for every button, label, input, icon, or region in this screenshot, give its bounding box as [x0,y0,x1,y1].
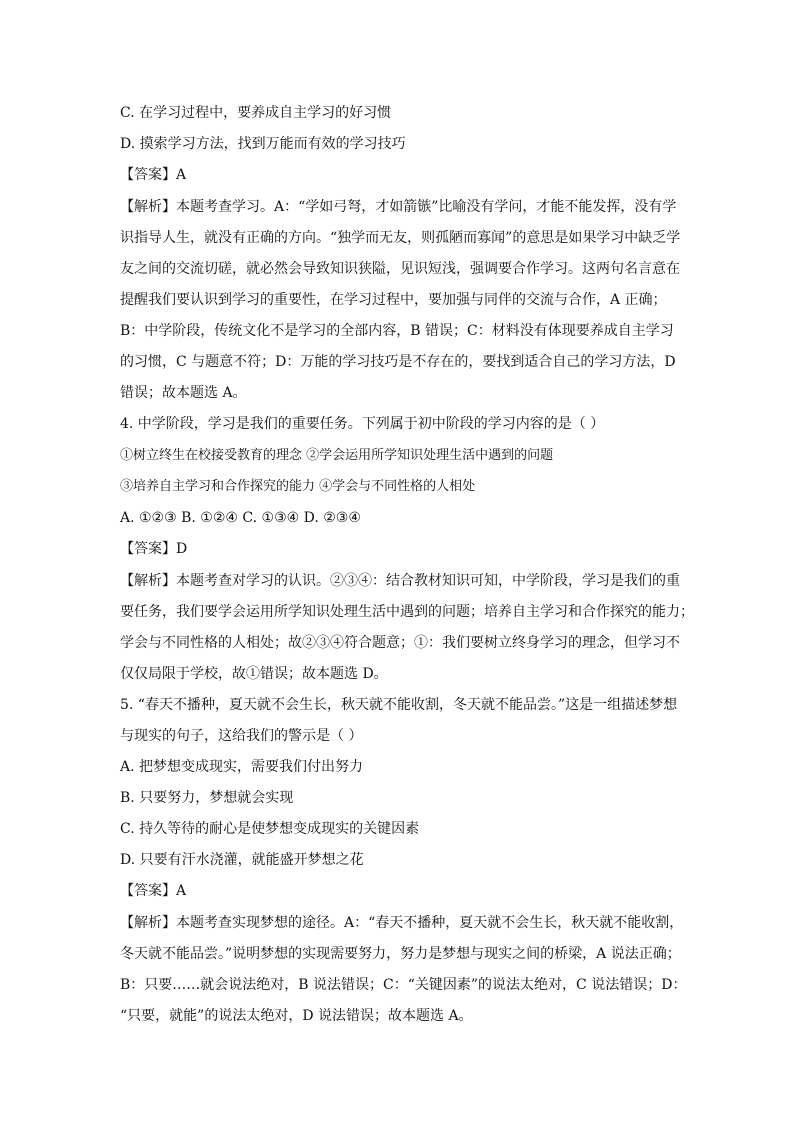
q3-analysis-line: B：中学阶段，传统文化不是学习的全部内容，B 错误；C：材料没有体现要养成自主学习 [120,323,674,339]
q4-answer: 【答案】D [120,541,188,557]
q5-option-c: C. 持久等待的耐心是使梦想变成现实的关键因素 [120,821,420,837]
q4-analysis-line: 学会与不同性格的人相处；故②③④符合题意；①：我们要树立终身学习的理念，但学习不 [120,635,680,651]
q4-options: A. ①②③ B. ①②④ C. ①③④ D. ②③④ [120,510,361,526]
q4-items-row-2: ③培养自主学习和合作探究的能力 ④学会与不同性格的人相处 [120,479,476,494]
q3-option-d: D. 摸索学习方法，找到万能而有效的学习技巧 [120,136,406,152]
q4-analysis-line: 要任务，我们要学会运用所学知识处理生活中遇到的问题；培养自主学习和合作探究的能力； [120,604,694,620]
q3-analysis-line: 提醒我们要认识到学习的重要性，在学习过程中，要加强与同伴的交流与合作，A 正确； [120,292,667,308]
q3-option-c: C. 在学习过程中，要养成自主学习的好习惯 [120,105,392,121]
q5-analysis-line: 【解析】本题考查实现梦想的途径。A：“春天不播种，夏天就不会生长，秋天就不能收割， [120,915,684,931]
q3-answer: 【答案】A [120,167,187,183]
q3-analysis-line: 的习惯，C 与题意不符；D：万能的学习技巧是不存在的，要找到适合自己的学习方法，D [120,354,676,370]
q4-analysis-line: 【解析】本题考查对学习的认识。②③④：结合教材知识可知，中学阶段，学习是我们的重 [120,573,680,589]
q4-analysis-line: 仅仅局限于学校，故①错误；故本题选 D。 [120,666,388,682]
q4-stem: 4. 中学阶段，学习是我们的重要任务。下列属于初中阶段的学习内容的是（ ） [120,416,605,432]
q5-option-d: D. 只要有汗水浇灌，就能盛开梦想之花 [120,852,364,868]
q3-analysis-line: 友之间的交流切磋，就必然会导致知识狭隘，见识短浅，强调要合作学习。这两句名言意在 [120,261,680,277]
q5-analysis-line: B：只要……就会说法绝对，B 说法错误；C：“关键因素”的说法太绝对，C 说法错误；D： [120,977,687,993]
q3-analysis-line: 【解析】本题考查学习。A：“学如弓弩，才如箭镞”比喻没有学问，才能不能发挥，没有学 [120,199,677,215]
q5-option-b: B. 只要努力，梦想就会实现 [120,790,294,806]
q5-answer: 【答案】A [120,883,187,899]
q3-analysis-line: 识指导人生，就没有正确的方向。“独学而无友，则孤陋而寡闻”的意思是如果学习中缺乏学 [120,230,681,246]
q5-stem-line: 5. “春天不播种，夏天就不会生长，秋天就不能收割，冬天就不能品尝。”这是一组描述梦想 [120,697,678,713]
q5-option-a: A. 把梦想变成现实，需要我们付出努力 [120,759,364,775]
q5-analysis-line: “只要，就能”的说法太绝对，D 说法错误；故本题选 A。 [120,1008,473,1024]
q4-items-row-1: ①树立终生在校接受教育的理念 ②学会运用所学知识处理生活中遇到的问题 [120,448,554,463]
q5-stem-line: 与现实的句子，这给我们的警示是（ ） [120,728,363,744]
q3-analysis-line: 错误；故本题选 A。 [120,385,247,401]
q5-analysis-line: 冬天就不能品尝。”说明梦想的实现需要努力，努力是梦想与现实之间的桥梁，A 说法正确； [120,946,681,962]
